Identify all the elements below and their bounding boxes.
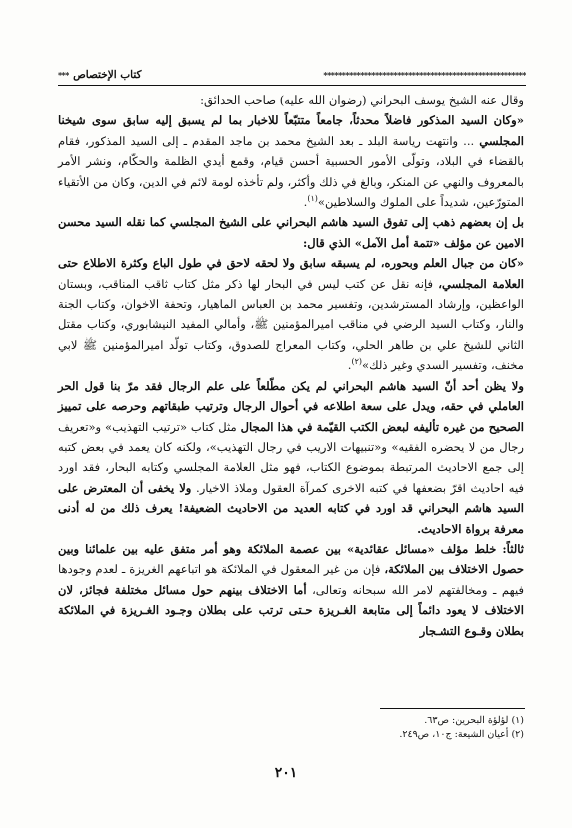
quote-bold: «وكان السيد المذكور فاضلاً محدثاً، جامعاً متتبّعاً للاخبار بما لم يسبق إليه سابق سوى شيخنا المجلسي bbox=[58, 113, 524, 148]
paragraph-6 bbox=[58, 539, 524, 641]
paragraph-3-text: بل إن بعضهم ذهب إلى تفوق السيد هاشم البحراني على الشيخ المجلسي كما نقله السيد محسن الامين عن مؤلف «تتمة أمل الآمل» الذي قال: bbox=[58, 215, 524, 250]
quote2-text: فإنه نقل عن كتب ليس في البحار لها ذكر مثل كتاب ثاقب المناقب، وبستان الواعظين، وإرشاد المسترشدين، وتفسير محمد بن العباس الماهيار، وتحفة الاخوان، وكتاب الجنة والنار، وكتاب السيد الرضي في مناقب اميرالمؤمنين ﷺ، وأمالي المفيد النيشابوري، وكتاب مقتل الثاني للشيخ علي بن طاهر الحلي، وكتاب المعراج للصدوق، وكتاب تولّد اميرالمؤمنين ﷺ لابي مخنف، وتفسير السدي وغير ذلك» bbox=[58, 276, 524, 373]
quote2-end: . bbox=[347, 358, 352, 373]
paragraph-5-bold: ولا يظن أحد أنّ السيد هاشم البحراني لم يكن مطّلعاً على علم الرجال فقد مرّ بنا قول الحر العاملي في حقه، ويدل على سعة اطلاعه في أحوال الرجال وترتيب طبقاتهم وحرصه على تمييز الصحيح من غيره تأليفه لبعض الكتب القيّمة في هذا المجال bbox=[58, 378, 525, 434]
paragraph-5-text: مثل كتاب «ترتيب التهذيب» و«تعريف رجال من لا يحضره الفقيه» و«تنبيهات الاريب في رجال التهذيب»، ولكنه كان يعمد في بعض كتبه إلى جمع الاحاديث المرتبطة بموضوع الكتاب، فهو مثل العلامة المجلسي وكتابه البحار، فقد اورد فيه احاديث اقرّ بضعفها في كتبه الاخرى كمرآة العقول وملاذ الاخيار. bbox=[58, 419, 525, 495]
running-header bbox=[58, 67, 526, 83]
footnote-2: (٢) أعيان الشيعة: ج١٠، ص٢٤٩. bbox=[399, 729, 524, 740]
paragraph-1 bbox=[58, 90, 524, 110]
paragraph-5 bbox=[58, 376, 524, 539]
paragraph-4 bbox=[58, 253, 524, 375]
header-divider bbox=[58, 85, 526, 86]
paragraph-2 bbox=[58, 110, 524, 212]
header-book-title: كتاب الإختصاص bbox=[73, 69, 142, 81]
page-number: ٢٠١ bbox=[274, 765, 298, 781]
quote-text: ... وانتهت رياسة البلد ـ بعد الشيخ محمد بن ماجد المقدم ـ إلى السيد المذكور، فقام بالقضاء في البلاد، وتولّى الأمور الحسبية أحسن قيام، وقمع أيدي الظلمة والحكّام، ونشر الأمر بالمعروف والنهي عن المنكر، وبالغ في ذلك وأكثر، ولم تأخذه لومة لائم في الدين، وكان من الأتقياء المتورّعين، شديداً على الملوك والسلاطين» bbox=[58, 133, 524, 210]
footnote-ref-1: (١) bbox=[307, 194, 318, 204]
footnotes bbox=[58, 714, 524, 742]
quote2-bold: «كان من جبال العلم وبحوره، لم يسبقه سابق ولا لحقه لاحق في طول الباع وكثرة الاطلاع حتى العلامة المجلسي، bbox=[58, 256, 524, 291]
header-stars-right: ******************************************************* bbox=[323, 70, 526, 80]
paragraph-6-bold-2: أما الاختلاف بينهم حول مسائل مختلفة فجائز، لان الاختلاف لا يعود دائماً bbox=[58, 582, 524, 618]
paragraph-6-text: فإن من غير المعقول في الملائكة هو اتباعهم الغريزة ـ لعدم وجودها فيهم ـ ومخالفتهم لامر الله سبحانه وتعالى، bbox=[58, 562, 524, 597]
header-stars-left: *** bbox=[58, 70, 70, 80]
body-text bbox=[58, 90, 524, 641]
footnote-1: (١) لؤلؤة البحرين: ص٦٣. bbox=[424, 715, 524, 726]
paragraph-6-text-2: إلى متابعة الغـريزة حـتى ترتب على بطلان وجـود الغـريزة في الملائكة بطلان وقـوع التشـجار bbox=[58, 603, 524, 638]
paragraph-6-bold: ثالثاً: خلط مؤلف «مسائل عقائدية» بين عصمة الملائكة وهو أمر متفق عليه بين علمائنا وبين حصول الاختلاف بين الملائكة، bbox=[58, 541, 524, 577]
paragraph-1-text: وقال عنه الشيخ يوسف البحراني (رضوان الله عليه) صاحب الحدائق: bbox=[200, 93, 524, 107]
paragraph-5-bold-2: ولا يخفى أن المعترض على السيد هاشم البحراني قد اورد في كتابه العديد من الاحاديث الضعيفة! يعرف ذلك من له أدنى معرفة برواة الاحاديث. bbox=[58, 480, 524, 536]
footnote-divider bbox=[380, 708, 525, 709]
quote-end: . bbox=[303, 195, 308, 210]
paragraph-3 bbox=[58, 212, 524, 253]
footnote-ref-2: (٢) bbox=[351, 357, 363, 367]
